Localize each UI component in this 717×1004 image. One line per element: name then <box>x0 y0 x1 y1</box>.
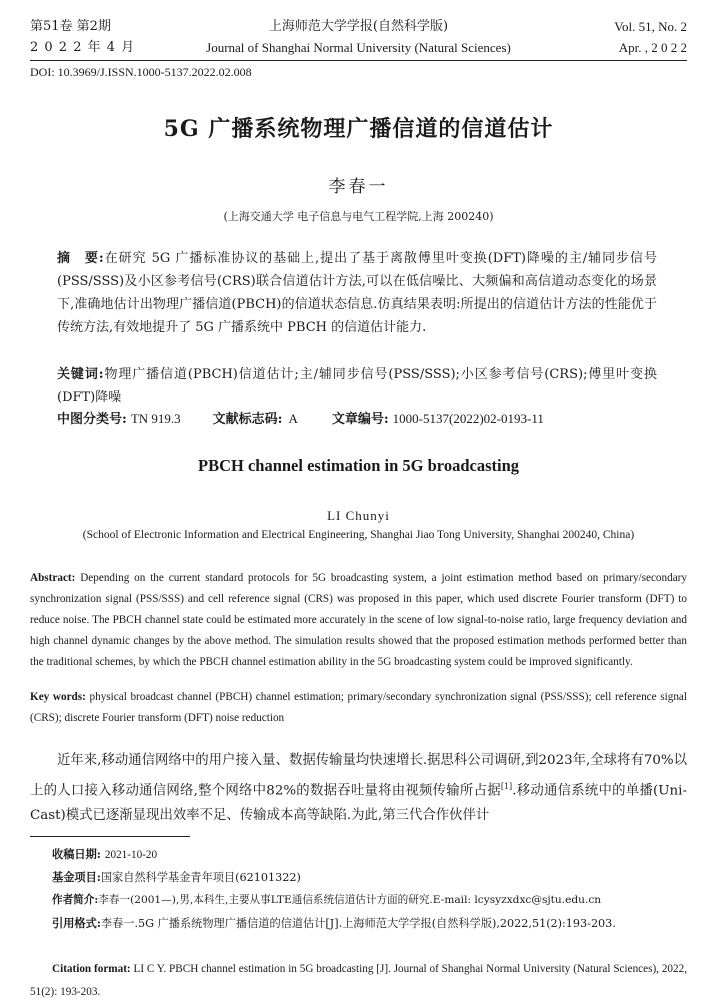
footnote-fund <box>52 866 687 889</box>
author-bio-value: 李春一(2001—),男,本科生,主要从事LTE通信系统信道估计方面的研究.E-mail: lcysyzxdxc@sjtu.edu.cn <box>98 894 602 906</box>
body-text-1: 近年来,移动通信网络中的用户接入量、数据传输量均快速增长.据思科公司调研,到2023年,全球将有70%以上的人口接入移动通信网络,整个网络中82%的数据吞吐量将由视频传输所占据 <box>30 753 687 798</box>
title-en: PBCH channel estimation in 5G broadcasting <box>197 456 520 475</box>
volume-cn: 第51卷 第2期 <box>30 19 111 34</box>
title-cn: 5G 广播系统物理广播信道的信道估计 <box>163 116 554 142</box>
received-value: 2021-10-20 <box>104 849 158 861</box>
fund-label: 基金项目: <box>52 870 101 884</box>
abstract-en-text: Depending on the current standard protocols for 5G broadcasting system, a joint estimation method based on primary/secondary synchronization signal (PSS/SSS) and cell reference signal (CRS) was proposed in this paper, which used discrete Fourier transform (DFT) to reduce noise. The PBCH channel state could be estimated more accurately in the scene of low signal-to-noise ratio, large frequency deviation and high channel dynamic changes by the above method. The simulation results showed that the proposed estimation methods performed better than the traditional schemes, by which the PBCH channel estimation ability in the 5G broadcasting system could be improved significantly. <box>30 572 687 668</box>
volume-en: Vol. 51, No. 2 <box>614 19 687 34</box>
abstract-en-label: Abstract: <box>30 572 76 584</box>
abstract-cn <box>57 247 657 339</box>
author-bio-label: 作者简介: <box>52 894 99 906</box>
header-rule <box>30 60 687 61</box>
footnote-cite-en <box>30 958 687 1004</box>
date-en: Apr. , 2 0 2 2 <box>618 40 687 55</box>
abstract-en <box>30 568 687 673</box>
doc-code-value: A <box>288 411 298 426</box>
journal-cn: 上海师范大学学报(自然科学版) <box>268 19 449 34</box>
journal-en: Journal of Shanghai Normal University (Natural Sciences) <box>206 40 511 55</box>
reference-mark: [1] <box>500 781 513 791</box>
doc-code-label: 文献标志码: <box>212 412 283 427</box>
body-text-2: .移动通信系统中的单播(Uni-Cast)模式已逐渐显现出效率不足、传输成本高等缺陷.为此,第三代合作伙伴计 <box>30 782 687 824</box>
body-paragraph <box>30 748 687 829</box>
affiliation-cn: (上海交通大学 电子信息与电气工程学院,上海 200240) <box>223 210 494 223</box>
keywords-cn-text: 物理广播信道(PBCH)信道估计;主/辅同步信号(PSS/SSS);小区参考信号(CRS);傅里叶变换(DFT)降噪 <box>57 367 657 405</box>
footnote-received <box>52 843 687 867</box>
footnote-cite-cn <box>30 912 687 935</box>
received-label: 收稿日期: <box>52 847 101 861</box>
cite-en-label: Citation format: <box>52 963 131 975</box>
clc-value: TN 919.3 <box>130 411 181 426</box>
keywords-en <box>30 687 687 729</box>
abstract-cn-label: 摘 要: <box>57 251 104 266</box>
cite-cn-label: 引用格式: <box>52 916 101 930</box>
article-no-value: 1000-5137(2022)02-0193-11 <box>392 411 544 426</box>
cite-cn-value: 李春一.5G 广播系统物理广播信道的信道估计[J].上海师范大学学报(自然科学版),2022,51(2):193-203. <box>100 917 616 930</box>
cite-en-value: LI C Y. PBCH channel estimation in 5G broadcasting [J]. Journal of Shanghai Normal University (Natural Sciences), 2022, 51(2): 193-203. <box>30 963 687 998</box>
article-no-label: 文章编号: <box>331 412 389 427</box>
author-en: LI Chunyi <box>327 508 390 523</box>
abstract-cn-text: 在研究 5G 广播标准协议的基础上,提出了基于离散傅里叶变换(DFT)降噪的主/辅同步信号(PSS/SSS)及小区参考信号(CRS)联合信道估计方法,可以在低信噪比、大频偏和高信道动态变化的场景下,准确地估计出物理广播信道(PBCH)的信道状态信息.仿真结果表明:所提出的信道估计方法的性能优于传统方法,有效地提升了 5G 广播系统中 PBCH 的信道估计能力. <box>57 251 657 335</box>
keywords-en-text: physical broadcast channel (PBCH) channel estimation; primary/secondary synchronization signal (PSS/SSS); cell reference signal (CRS); discrete Fourier transform (DFT) noise reduction <box>30 691 687 724</box>
keywords-cn-label: 关键词: <box>57 367 104 382</box>
author-cn: 李春一 <box>328 177 389 197</box>
footnote-author <box>52 889 687 912</box>
fund-value: 国家自然科学基金青年项目(62101322) <box>100 871 301 884</box>
date-cn: 2 0 2 2 年 4 月 <box>30 40 136 55</box>
doi: DOI: 10.3969/J.ISSN.1000-5137.2022.02.008 <box>30 65 252 79</box>
keywords-en-label: Key words: <box>30 691 86 703</box>
clc-label: 中图分类号: <box>57 412 127 427</box>
affiliation-en: (School of Electronic Information and Electrical Engineering, Shanghai Jiao Tong University, Shanghai 200240, China) <box>82 529 635 541</box>
keywords-cn <box>57 363 657 409</box>
footnote-rule <box>30 836 190 837</box>
classification-line <box>57 407 677 431</box>
